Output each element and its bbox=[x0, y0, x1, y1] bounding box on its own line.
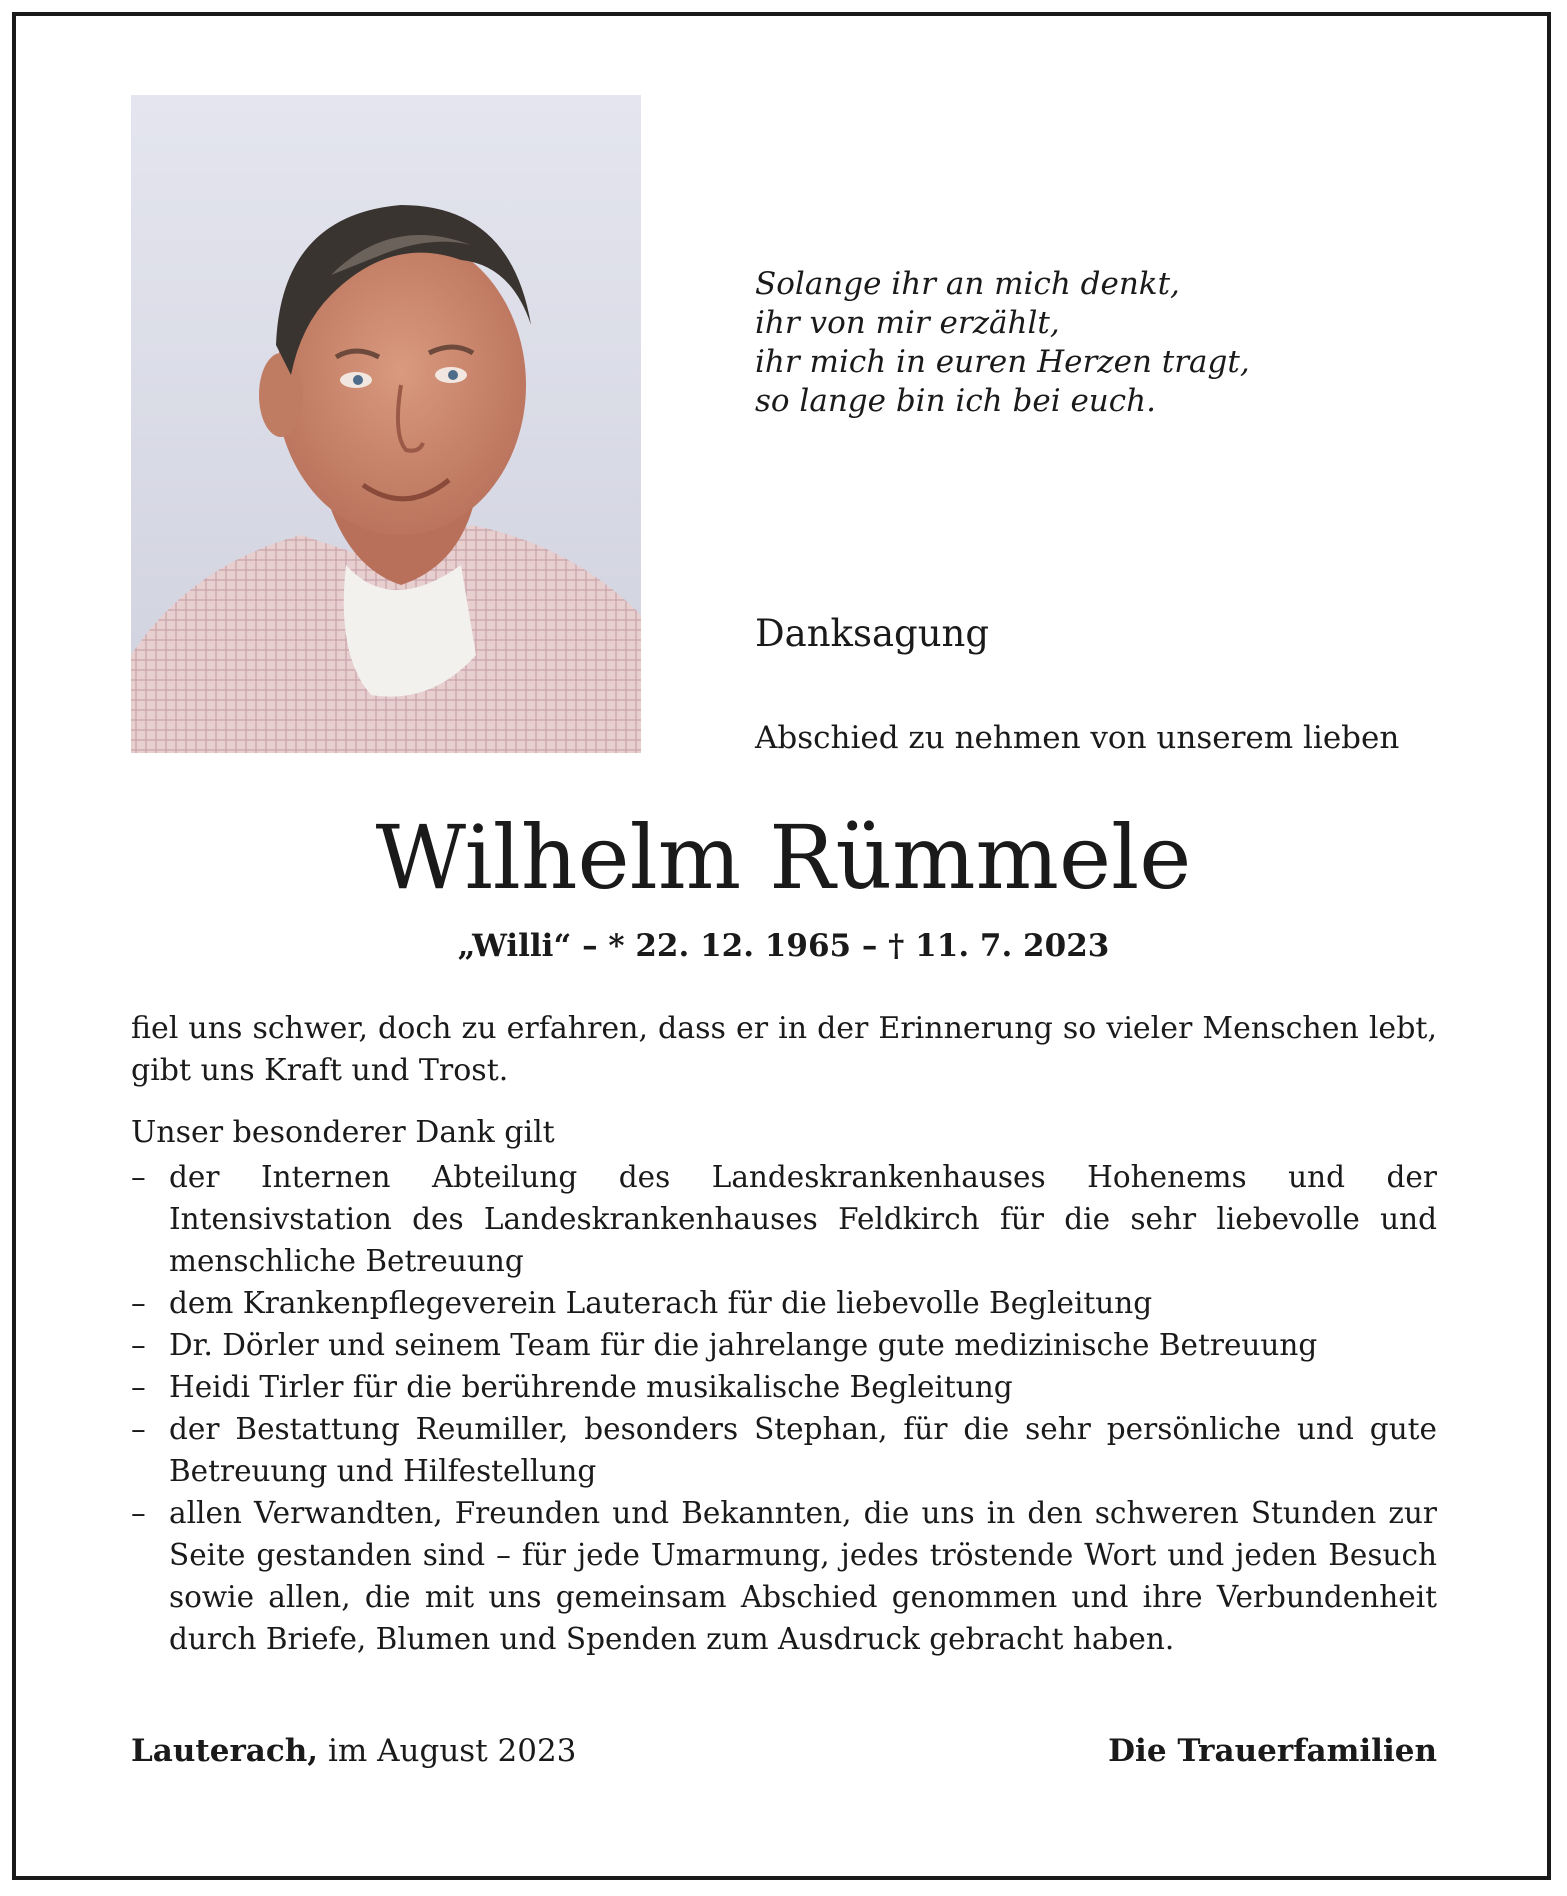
poem-line: so lange bin ich bei euch. bbox=[755, 383, 1156, 419]
footer-signature: Die Trauerfamilien bbox=[1108, 1733, 1437, 1769]
body-text bbox=[131, 1008, 1437, 1660]
dash-bullet: – bbox=[131, 1412, 146, 1446]
life-dates: „Willi“ – * 22. 12. 1965 – † 11. 7. 2023 bbox=[457, 928, 1110, 964]
list-item bbox=[131, 1366, 1437, 1408]
list-item-text: allen Verwandten, Freunden und Bekannten, die uns in den schweren Stunden zur Seite gestanden sind – für jede Umarmung, jedes tröstende Wort und jeden Besuch sowie allen, die mit uns gemeinsam Abschied genommen und ihre Verbundenheit durch Briefe, Blumen und Spenden zum Ausdruck gebracht haben. bbox=[169, 1496, 1437, 1656]
deceased-name: Wilhelm Rümmele bbox=[375, 806, 1192, 909]
portrait-photo bbox=[131, 95, 641, 753]
dash-bullet: – bbox=[131, 1160, 146, 1194]
portrait-illustration bbox=[131, 95, 641, 753]
thanks-list bbox=[131, 1156, 1437, 1660]
memorial-poem bbox=[755, 265, 1455, 421]
dash-bullet: – bbox=[131, 1496, 146, 1530]
list-item-text: Heidi Tirler für die berührende musikalische Begleitung bbox=[169, 1370, 1013, 1404]
list-item bbox=[131, 1324, 1437, 1366]
list-item-text: der Internen Abteilung des Landeskrankenhauses Hohenems und der Intensivstation des Landeskrankenhauses Feldkirch für die sehr liebevolle und menschliche Betreuung bbox=[169, 1160, 1437, 1278]
dash-bullet: – bbox=[131, 1370, 146, 1404]
intro-paragraph: fiel uns schwer, doch zu erfahren, dass er in der Erinnerung so vieler Menschen lebt, gibt uns Kraft und Trost. bbox=[131, 1011, 1437, 1088]
intro-line: Abschied zu nehmen von unserem lieben bbox=[755, 720, 1400, 756]
list-item bbox=[131, 1282, 1437, 1324]
list-item-text: der Bestattung Reumiller, besonders Stephan, für die sehr persönliche und gute Betreuung und Hilfestellung bbox=[169, 1412, 1437, 1488]
poem-line: ihr von mir erzählt, bbox=[755, 305, 1060, 341]
dash-bullet: – bbox=[131, 1286, 146, 1320]
poem-line: Solange ihr an mich denkt, bbox=[755, 266, 1180, 302]
footer-date: im August 2023 bbox=[327, 1733, 577, 1769]
footer-place-date bbox=[131, 1730, 576, 1772]
footer-place: Lauterach, bbox=[131, 1733, 319, 1769]
list-item bbox=[131, 1156, 1437, 1282]
list-item bbox=[131, 1492, 1437, 1660]
heading-danksagung: Danksagung bbox=[755, 612, 990, 655]
list-item-text: dem Krankenpflegeverein Lauterach für die liebevolle Begleitung bbox=[169, 1286, 1153, 1320]
dash-bullet: – bbox=[131, 1328, 146, 1362]
list-item bbox=[131, 1408, 1437, 1492]
thanks-title: Unser besonderer Dank gilt bbox=[131, 1115, 555, 1150]
list-item-text: Dr. Dörler und seinem Team für die jahrelange gute medizinische Betreuung bbox=[169, 1328, 1318, 1362]
poem-line: ihr mich in euren Herzen tragt, bbox=[755, 344, 1250, 380]
